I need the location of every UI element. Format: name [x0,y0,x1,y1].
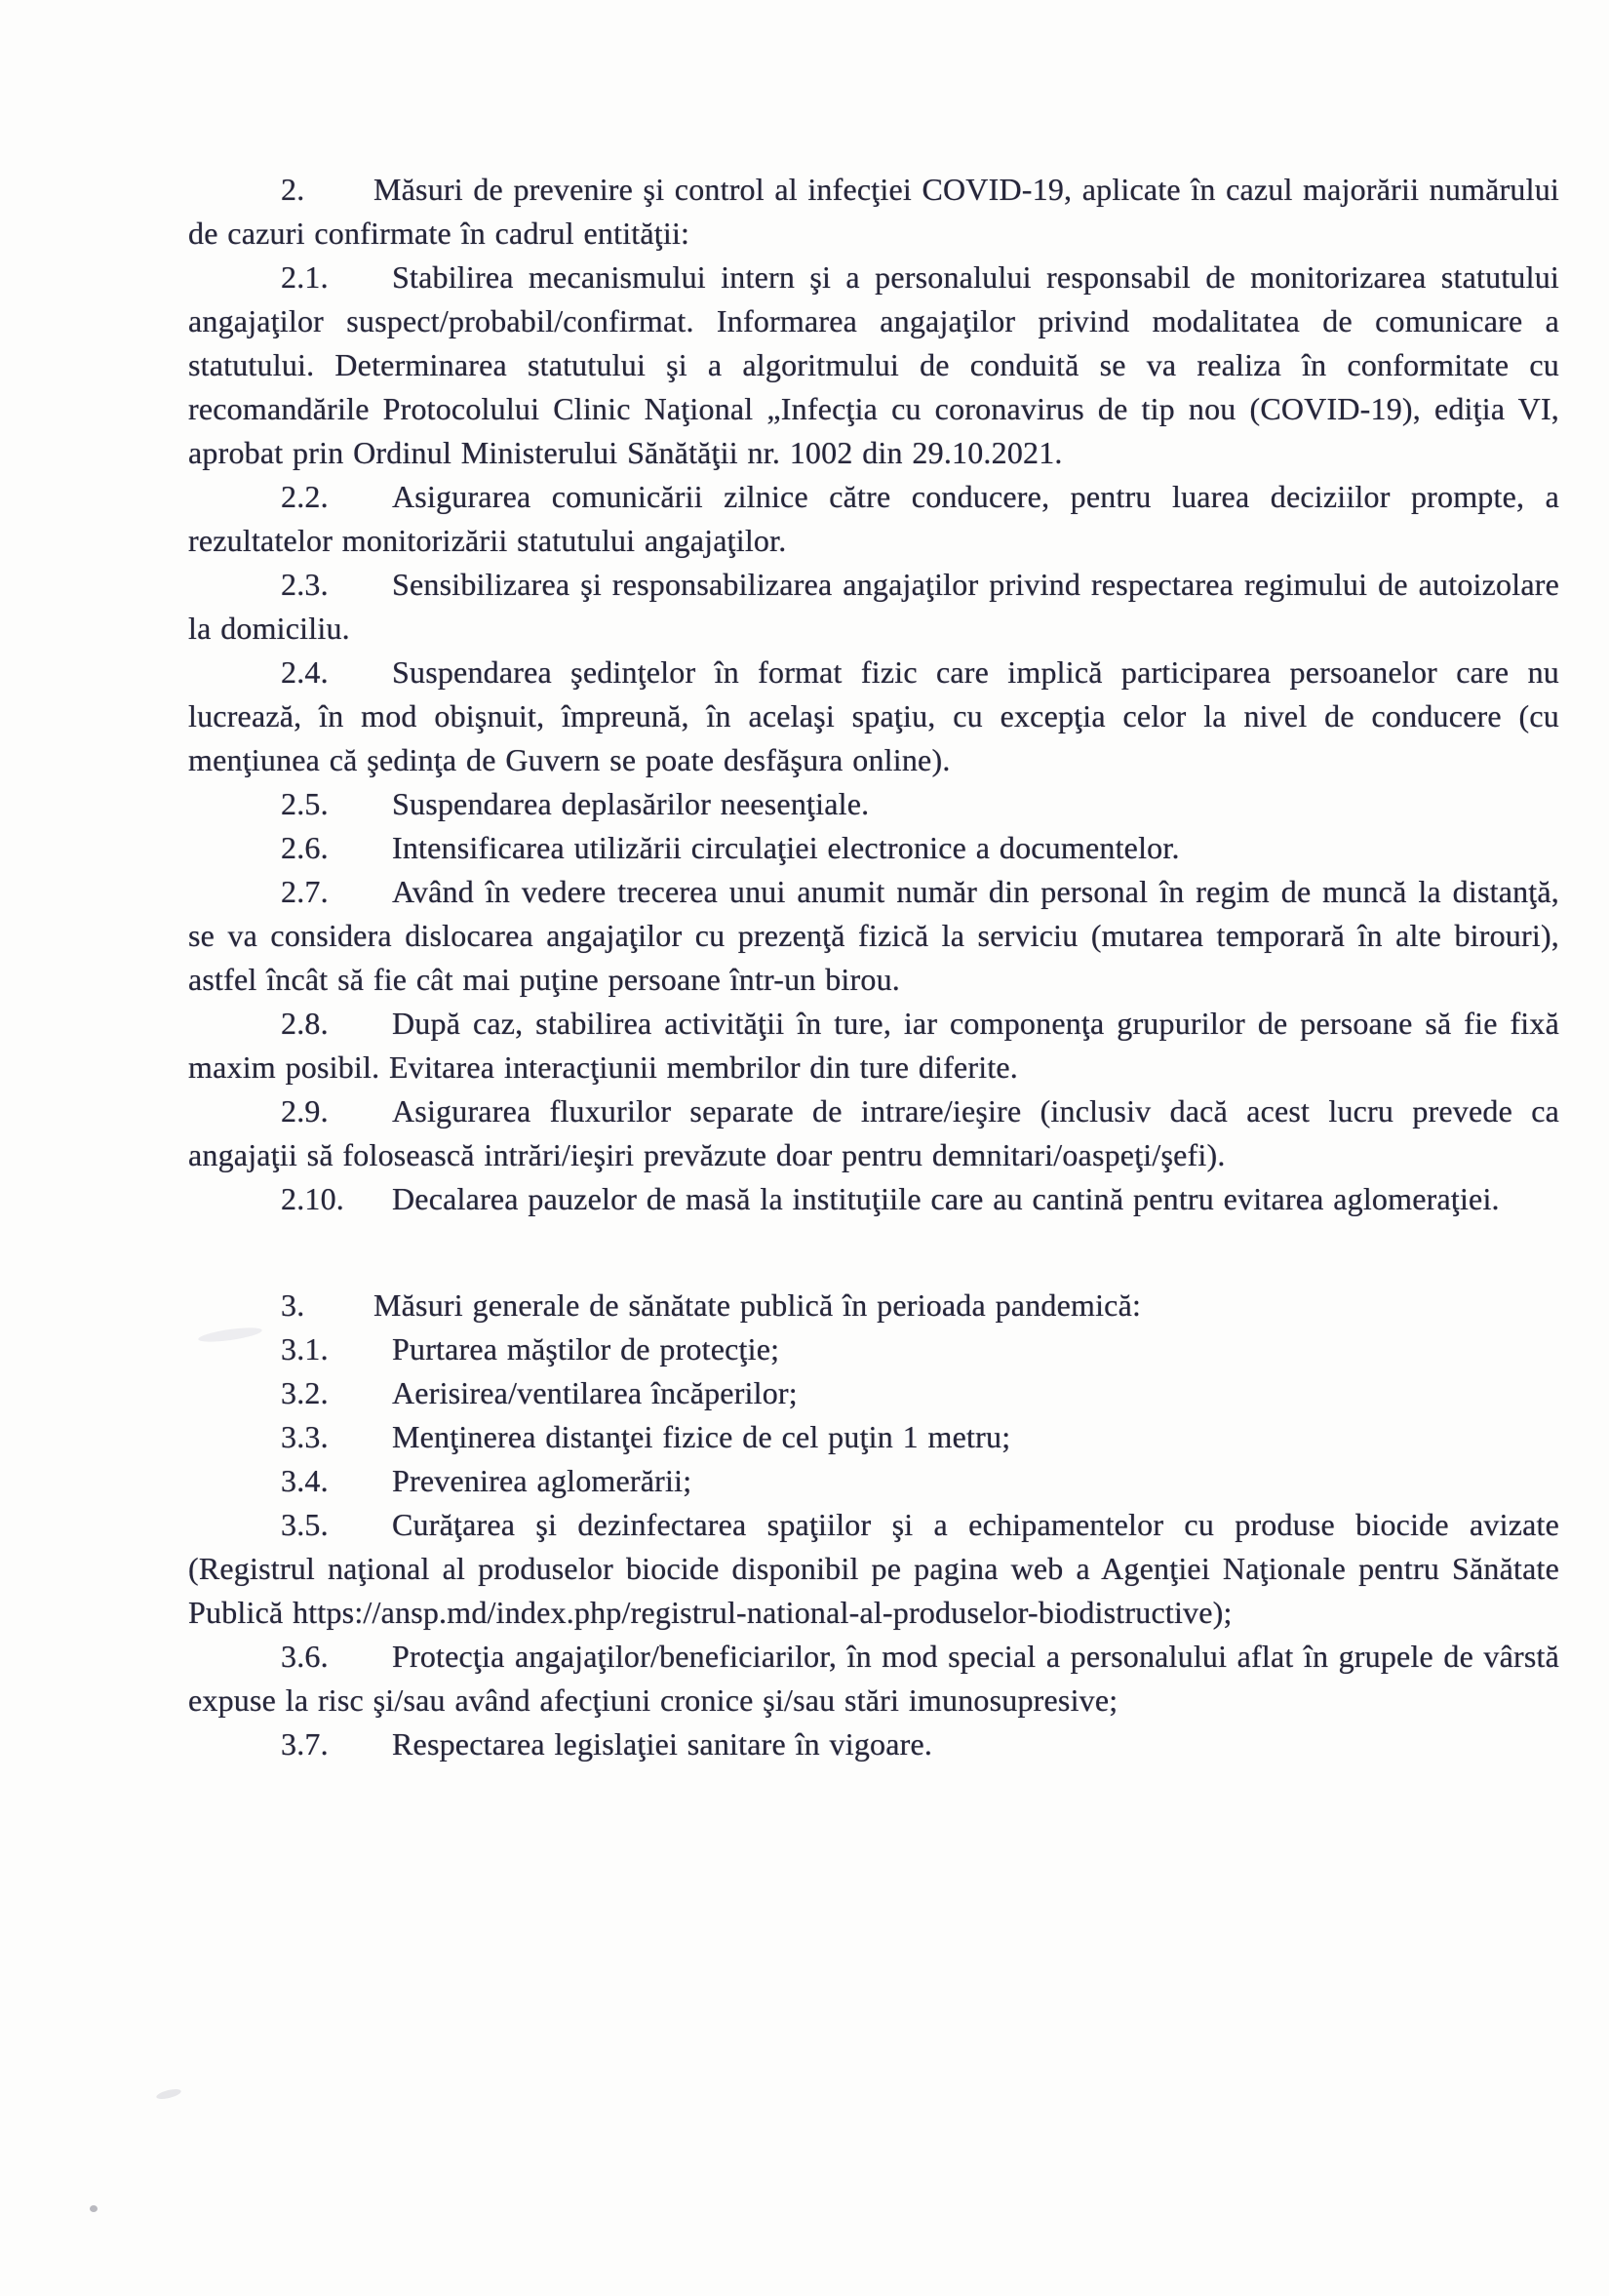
paragraph-2-4-text: Suspendarea şedinţelor în format fizic care implică participarea persoanelor care nu lucrează, în mod obişnuit, împreună, în acelaşi spaţiu, cu excepţia celor la nivel de conducere (cu menţiunea că şedinţa de Guvern se poate desfăşura online). [188,654,1559,777]
paragraph-2-3 [188,563,1559,651]
paragraph-2-2-text: Asigurarea comunicării zilnice către conducere, pentru luarea deciziilor prompte, a rezultatelor monitorizării statutului angajaţilor. [188,479,1559,558]
paragraph-2-9 [188,1089,1559,1177]
paragraph-3-5-number: 3.5. [281,1507,329,1542]
paragraph-2-5 [188,782,1559,826]
paragraph-3-2-number: 3.2. [281,1375,329,1410]
paragraph-2-2 [188,475,1559,563]
paragraph-2-5-number: 2.5. [281,786,329,821]
paragraph-3-1 [188,1327,1559,1371]
paragraph-2-1-number: 2.1. [281,259,329,295]
paragraph-2-5-text: Suspendarea deplasărilor neesenţiale. [392,786,870,821]
document-body [188,168,1559,1766]
paragraph-3-6-text: Protecţia angajaţilor/beneficiarilor, în mod special a personalului aflat în grupele de vârstă expuse la risc şi/sau având afecţiuni cronice şi/sau stări imunosupresive; [188,1639,1559,1718]
paragraph-3-4 [188,1459,1559,1503]
section-2-number: 2. [281,172,305,207]
paragraph-2-3-text: Sensibilizarea şi responsabilizarea angajaţilor privind respectarea regimului de autoizolare la domiciliu. [188,567,1559,646]
paragraph-2-4 [188,651,1559,782]
scan-speck [155,2087,181,2101]
paragraph-2-10-text: Decalarea pauzelor de masă la instituţiile care au cantină pentru evitarea aglomeraţiei. [392,1181,1500,1216]
paragraph-2-4-number: 2.4. [281,654,329,690]
paragraph-3-3 [188,1415,1559,1459]
paragraph-2-8-text: După caz, stabilirea activităţii în ture, iar componenţa grupurilor de persoane să fie fixă maxim posibil. Evitarea interacţiunii membrilor din ture diferite. [188,1006,1559,1085]
paragraph-3-7-number: 3.7. [281,1726,329,1762]
paragraph-2-10 [188,1177,1559,1221]
paragraph-2-9-text: Asigurarea fluxurilor separate de intrare/ieşire (inclusiv dacă acest lucru prevede ca angajaţii să folosească intrări/ieşiri prevăzute doar pentru demnitari/oaspeţi/şefi). [188,1093,1559,1172]
paragraph-2-8 [188,1002,1559,1089]
paragraph-2-7-text: Având în vedere trecerea unui anumit număr din personal în regim de muncă la distanţă, se va considera dislocarea angajaţilor cu prezenţă fizică la serviciu (mutarea temporară în alte birouri), astfel încât să fie cât mai puţine persoane într-un birou. [188,874,1559,997]
paragraph-3-3-text: Menţinerea distanţei fizice de cel puţin 1 metru; [392,1419,1011,1454]
paragraph-3-4-text: Prevenirea aglomerării; [392,1463,692,1498]
paragraph-3-6 [188,1635,1559,1722]
section-2-heading-text: Măsuri de prevenire şi control al infecţiei COVID-19, aplicate în cazul majorării numărului de cazuri confirmate în cadrul entităţii: [188,172,1559,251]
paragraph-3-3-number: 3.3. [281,1419,329,1454]
paragraph-3-5-text: Curăţarea şi dezinfectarea spaţiilor şi a echipamentelor cu produse biocide avizate (Registrul naţional al produselor biocide disponibil pe pagina web a Agenţiei Naţionale pentru Sănătate Publică https://ansp.md/index.php/registrul-national-al-produselor-biodistructive); [188,1507,1559,1630]
paragraph-3-1-text: Purtarea măştilor de protecţie; [392,1331,780,1366]
paragraph-2-6-number: 2.6. [281,830,329,865]
paragraph-2-6-text: Intensificarea utilizării circulaţiei electronice a documentelor. [392,830,1180,865]
paragraph-2-7-number: 2.7. [281,874,329,909]
paragraph-2-3-number: 2.3. [281,567,329,602]
paragraph-2-9-number: 2.9. [281,1093,329,1128]
paragraph-2-7 [188,870,1559,1002]
scan-speck [90,2205,98,2212]
paragraph-3-7 [188,1722,1559,1766]
section-2-heading [188,168,1559,256]
paragraph-3-4-number: 3.4. [281,1463,329,1498]
paragraph-3-6-number: 3.6. [281,1639,329,1674]
paragraph-3-7-text: Respectarea legislaţiei sanitare în vigoare. [392,1726,933,1762]
paragraph-3-5 [188,1503,1559,1635]
paragraph-2-6 [188,826,1559,870]
paragraph-2-1-text: Stabilirea mecanismului intern şi a personalului responsabil de monitorizarea statutului angajaţilor suspect/probabil/confirmat. Informarea angajaţilor privind modalitatea de comunicare a statutului. Determinarea statutului şi a algoritmului de conduită se va realiza în conformitate cu recomandările Protocolului Clinic Naţional „Infecţia cu coronavirus de tip nou (COVID-19), ediţia VI, aprobat prin Ordinul Ministerului Sănătăţii nr. 1002 din 29.10.2021. [188,259,1559,470]
paragraph-2-8-number: 2.8. [281,1006,329,1041]
paragraph-2-2-number: 2.2. [281,479,329,514]
paragraph-2-10-number: 2.10. [281,1181,344,1216]
section-3-number: 3. [281,1287,305,1323]
paragraph-3-1-number: 3.1. [281,1331,329,1366]
paragraph-3-2-text: Aerisirea/ventilarea încăperilor; [392,1375,798,1410]
section-3-heading [188,1284,1559,1327]
section-3-heading-text: Măsuri generale de sănătate publică în perioada pandemică: [373,1287,1142,1323]
paragraph-3-2 [188,1371,1559,1415]
paragraph-2-1 [188,256,1559,475]
